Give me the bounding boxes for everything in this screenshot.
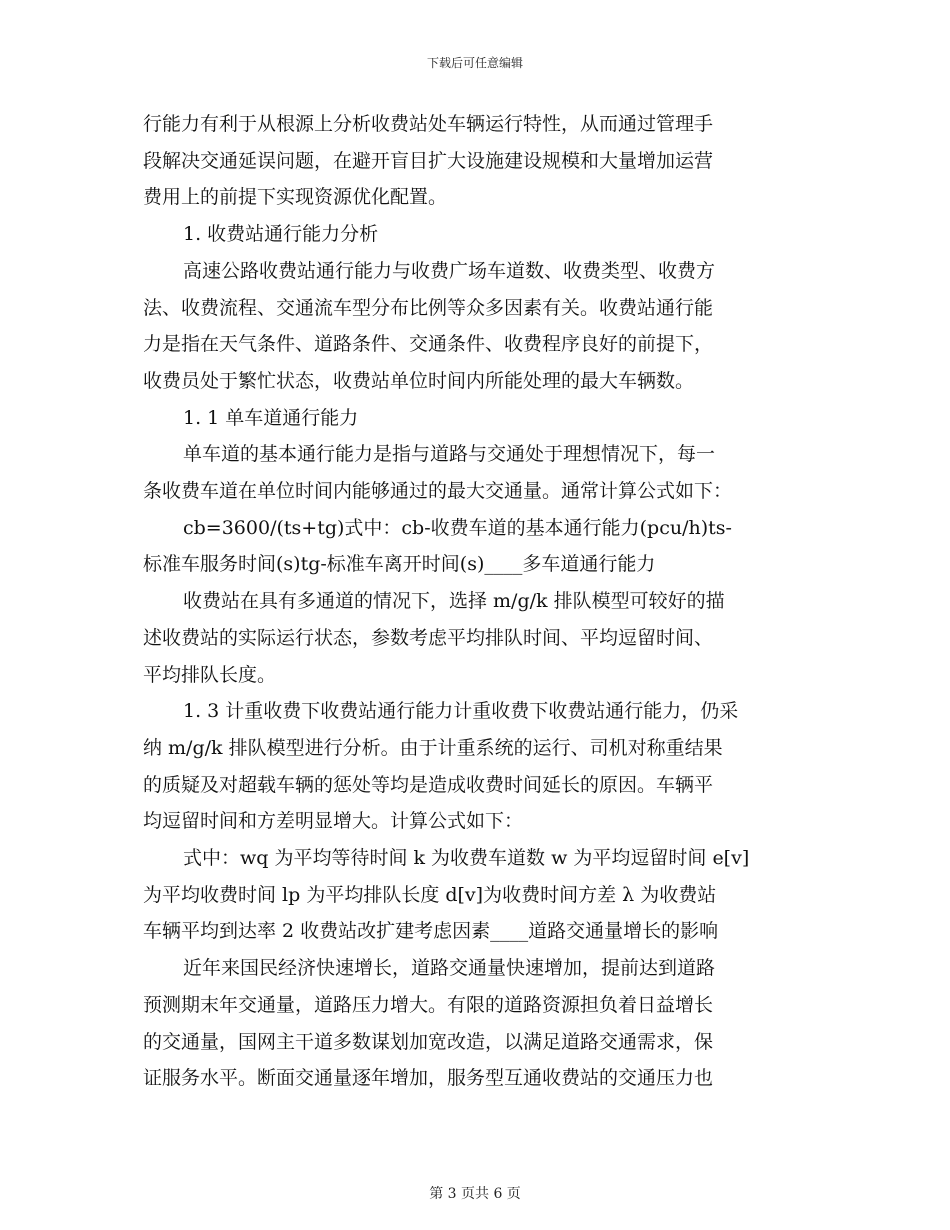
text-line: 1. 3 计重收费下收费站通行能力计重收费下收费站通行能力，仍采 [183, 700, 739, 723]
text-line: 预测期末年交通量，道路压力增大。有限的道路资源担负着日益增长 [143, 993, 714, 1016]
text-line: 费用上的前提下实现资源优化配置。 [143, 186, 448, 209]
text-line: 为平均收费时间 lp 为平均排队长度 d[v]为收费时间方差 λ 为收费站 [143, 883, 717, 906]
text-line: 力是指在天气条件、道路条件、交通条件、收费程序良好的前提下， [143, 333, 714, 356]
text-line: 述收费站的实际运行状态，参数考虑平均排队时间、平均逗留时间、 [143, 626, 714, 649]
text-line: cb=3600/(ts+tg)式中：cb-收费车道的基本通行能力(pcu/h)ts- [183, 516, 732, 539]
text-line: 均逗留时间和方差明显增大。计算公式如下： [143, 810, 524, 833]
text-line: 标准车服务时间(s)tg-标准车离开时间(s)____多车道通行能力 [143, 553, 656, 576]
text-line: 1. 收费站通行能力分析 [183, 223, 379, 246]
text-line: 高速公路收费站通行能力与收费广场车道数、收费类型、收费方 [183, 259, 716, 282]
text-line: 法、收费流程、交通流车型分布比例等众多因素有关。收费站通行能 [143, 296, 714, 319]
text-line: 收费员处于繁忙状态，收费站单位时间内所能处理的最大车辆数。 [143, 369, 695, 392]
text-line: 车辆平均到达率 2 收费站改扩建考虑因素____道路交通量增长的影响 [143, 920, 719, 943]
text-line: 行能力有利于从根源上分析收费站处车辆运行特性，从而通过管理手 [143, 113, 714, 135]
text-line: 式中：wq 为平均等待时间 k 为收费车道数 w 为平均逗留时间 e[v] [183, 847, 750, 870]
document-body [143, 106, 811, 1097]
page-header: 下载后可任意编辑 [426, 56, 523, 70]
text-line: 单车道的基本通行能力是指与道路与交通处于理想情况下，每一 [183, 443, 716, 466]
text-line: 的交通量，国网主干道多数谋划加宽改造，以满足道路交通需求，保 [143, 1030, 714, 1053]
text-line: 纳 m/g/k 排队模型进行分析。由于计重系统的运行、司机对称重结果 [143, 736, 723, 759]
text-line: 证服务水平。断面交通量逐年增加，服务型互通收费站的交通压力也 [143, 1067, 714, 1090]
text-line: 段解决交通延误问题，在避开盲目扩大设施建设规模和大量增加运营 [143, 149, 714, 172]
text-line: 条收费车道在单位时间内能够通过的最大交通量。通常计算公式如下： [143, 480, 733, 503]
text-line: 1. 1 单车道通行能力 [183, 406, 359, 429]
text-line: 收费站在具有多通道的情况下，选择 m/g/k 排队模型可较好的描 [183, 590, 725, 613]
page-footer: 第 3 页共 6 页 [429, 1186, 521, 1202]
text-line: 的质疑及对超载车辆的惩处等均是造成收费时间延长的原因。车辆平 [143, 773, 714, 796]
text-line: 平均排队长度。 [143, 663, 277, 686]
text-line: 近年来国民经济快速增长，道路交通量快速增加，提前达到道路 [183, 957, 716, 980]
